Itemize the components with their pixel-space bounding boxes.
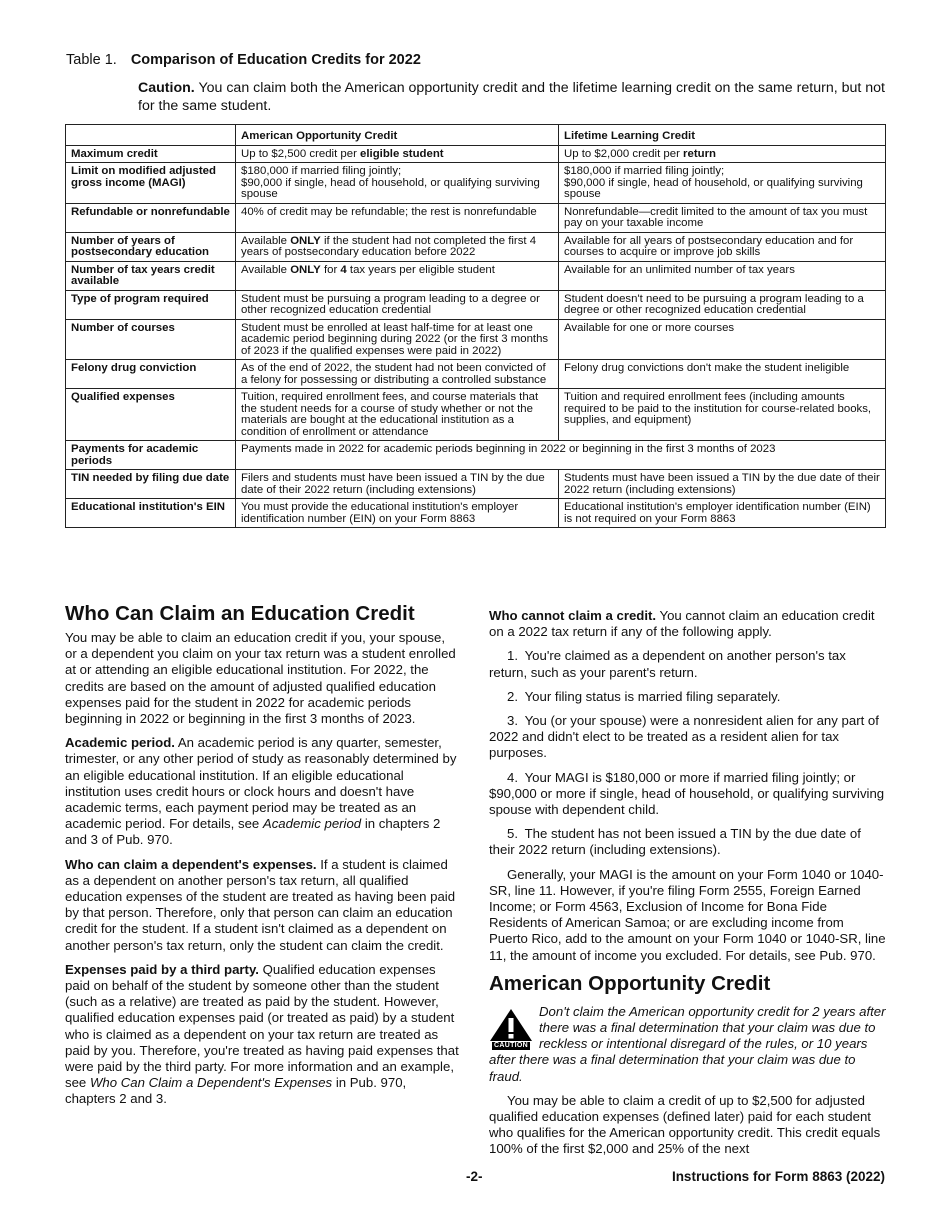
cell-llc: Educational institution's employer identification number (EIN) is not required on your Form 8863 (559, 499, 886, 528)
cell-text: Available (241, 263, 291, 276)
list-item: 3. You (or your spouse) were a nonresident alien for any part of 2022 and didn't elect to be treated as a resident alien for tax purposes. (489, 713, 879, 761)
table-heading: Comparison of Education Credits for 2022 (130, 52, 421, 68)
cell-bold: ONLY (290, 234, 321, 247)
page-number: -2- (466, 1169, 483, 1184)
paragraph-text: If a student is claimed as a dependent on another person's tax return, all qualified education expenses of the student are treated as having been paid by that person. Therefore, only that person can claim an education credit for the student. If a student isn't claimed as a dependent on another person's tax return, only the student can claim the credit. (65, 856, 456, 953)
paragraph-text: Qualified education expenses paid on behalf of the student by someone other than the student (such as a relative) are treated as paid by the student. However, qualified education expenses paid (or treated as paid) by a student who is claimed as a dependent on your tax return are treated as paid by you. Therefore, you're treated as having paid expenses that were paid by the third party. For more information and an example, see (65, 961, 459, 1091)
caution-body: You can claim both the American opportunity credit and the lifetime learning credit on the same return, but not for the same student. (138, 80, 885, 114)
warning-triangle-icon (489, 1008, 533, 1042)
cell-llc: Available for one or more courses (559, 319, 886, 360)
cell-llc (559, 163, 886, 204)
caution-note (489, 1004, 886, 1085)
cell-llc: Student doesn't need to be pursuing a program leading to a degree or other recognized education credential (559, 290, 886, 319)
paragraph-text: You cannot claim an education credit on a 2022 tax return if any of the following apply. (489, 608, 875, 640)
cell-aoc: Student must be enrolled at least half-time for at least one academic period beginning during 2022 (or the first 3 months of 2023 if the qualified expenses were paid in 2022) (236, 319, 559, 360)
cell-bold: return (683, 147, 716, 160)
cell-llc (559, 145, 886, 163)
row-label: Number of years of postsecondary education (66, 232, 236, 261)
row-label: Limit on modified adjusted gross income (MAGI) (66, 163, 236, 204)
run-in-heading: Who cannot claim a credit. (489, 608, 657, 623)
cell-bold: ONLY (290, 263, 321, 276)
table-row (66, 232, 886, 261)
paragraph-text: in Pub. 970, chapters 2 and 3. (65, 1075, 407, 1107)
reference-italic: Academic period (262, 816, 362, 832)
cell-llc: Felony drug convictions don't make the student ineligible (559, 360, 886, 389)
paragraph: You may be able to claim a credit of up to $2,500 for adjusted qualified education expenses (defined later) paid for each student who qualifies for the American opportunity credit. This credit equals 100% of the first $2,000 and 25% of the next (489, 1092, 881, 1157)
comparison-table (65, 124, 886, 528)
row-label: Refundable or nonrefundable (66, 203, 236, 232)
caution-label: Caution. (138, 80, 195, 96)
row-label: TIN needed by filing due date (66, 470, 236, 499)
cell-aoc: Student must be pursuing a program leading to a degree or other recognized education credential (236, 290, 559, 319)
cell-line: $90,000 if single, head of household, or qualifying surviving spouse (241, 176, 540, 200)
cell-aoc: You must provide the educational institution's employer identification number (EIN) on your Form 8863 (236, 499, 559, 528)
cell-line: $180,000 if married filing jointly; (564, 165, 725, 177)
cell-text: for (320, 263, 341, 276)
cell-aoc: Tuition, required enrollment fees, and course materials that the student needs for a course of study whether or not the materials are bought at the educational institution as a condition of enrollment or attendance (236, 389, 559, 441)
cell-text: Up to $2,000 credit per (564, 147, 684, 160)
paragraph (65, 735, 460, 848)
cell-aoc (236, 145, 559, 163)
table-row (66, 290, 886, 319)
left-column (65, 602, 460, 1116)
cell-llc: Students must have been issued a TIN by the due date of their 2022 return (including extensions) (559, 470, 886, 499)
list-item: 1. You're claimed as a dependent on another person's tax return, such as your parent's return. (489, 648, 846, 680)
cell-text: Up to $2,500 credit per (241, 147, 361, 160)
cell-aoc (236, 163, 559, 204)
table-row (66, 389, 886, 441)
paragraph (65, 857, 460, 954)
cell-bold: 4 (340, 263, 347, 276)
cell-text: if the student had not completed the first 4 years of postsecondary education before 2022 (241, 234, 537, 258)
paragraph (65, 962, 460, 1108)
paragraph-text: An academic period is any quarter, semester, trimester, or any other period of study as reasonably determined by an eligible educational institution. If an eligible educational institution uses credit hours or clock hours and doesn't have academic terms, each payment period may be treated as an academic period. For details, see (65, 735, 457, 832)
section-heading: Who Can Claim an Education Credit (65, 602, 415, 625)
table-number: Table 1. (66, 52, 117, 68)
cell-both: Payments made in 2022 for academic periods beginning in 2022 or beginning in the first 3 months of 2023 (236, 441, 886, 470)
right-column (489, 608, 886, 1166)
table-header-row (66, 125, 886, 146)
cell-aoc: Filers and students must have been issued a TIN by the due date of their 2022 return (including extensions) (236, 470, 559, 499)
table-row (66, 441, 886, 470)
table-title (66, 52, 421, 68)
table-row (66, 203, 886, 232)
caution-icon-label: CAUTION (494, 1041, 528, 1049)
paragraph (489, 608, 886, 640)
row-label: Number of courses (66, 319, 236, 360)
table-row (66, 319, 886, 360)
header-blank (66, 125, 236, 146)
table-row (66, 499, 886, 528)
table-row (66, 163, 886, 204)
cell-text: tax years per eligible student (346, 263, 495, 276)
run-in-heading: Academic period. (65, 735, 175, 751)
row-label: Educational institution's EIN (66, 499, 236, 528)
cell-llc: Available for an unlimited number of tax years (559, 261, 886, 290)
row-label: Felony drug conviction (66, 360, 236, 389)
list-item: 5. The student has not been issued a TIN by the due date of their 2022 return (including extensions). (489, 826, 861, 858)
cell-aoc (236, 261, 559, 290)
table-caution (138, 79, 885, 115)
cell-aoc: 40% of credit may be refundable; the rest is nonrefundable (236, 203, 559, 232)
footer-reference: Instructions for Form 8863 (2022) (671, 1169, 885, 1184)
row-label: Type of program required (66, 290, 236, 319)
cell-llc: Nonrefundable—credit limited to the amount of tax you must pay on your taxable income (559, 203, 886, 232)
table-row (66, 470, 886, 499)
list-item: 4. Your MAGI is $180,000 or more if married filing jointly; or $90,000 or more if single, head of household, or qualifying surviving spouse with dependent child. (489, 769, 885, 818)
paragraph-text: in chapters 2 and 3 of Pub. 970. (65, 816, 441, 848)
table-row (66, 360, 886, 389)
cell-llc: Tuition and required enrollment fees (including amounts required to be paid to the institution for course-related books, supplies, and equipment) (559, 389, 886, 441)
reference-italic: Who Can Claim a Dependent's Expenses (89, 1075, 333, 1091)
cell-line: $90,000 if single, head of household, or qualifying surviving spouse (564, 176, 863, 200)
table-row (66, 261, 886, 290)
caution-icon (489, 1008, 533, 1050)
run-in-heading: Who can claim a dependent's expenses. (65, 856, 317, 872)
header-lifetime-learning: Lifetime Learning Credit (559, 125, 886, 146)
row-label: Number of tax years credit available (66, 261, 236, 290)
row-label: Payments for academic periods (66, 441, 236, 470)
caution-note-text: Don't claim the American opportunity credit for 2 years after there was a final determination that your claim was due to reckless or intentional disregard of the rules, or 10 years after there was a final determination that your claim was due to fraud. (489, 1003, 886, 1084)
header-american-opportunity: American Opportunity Credit (236, 125, 559, 146)
cell-aoc: As of the end of 2022, the student had not been convicted of a felony for possessing or distributing a controlled substance (236, 360, 559, 389)
section-heading: American Opportunity Credit (489, 971, 771, 995)
cell-aoc (236, 232, 559, 261)
paragraph: You may be able to claim an education credit if you, your spouse, or a dependent you claim on your tax return was a student enrolled at or attending an eligible educational institution. For 2022, the credits are based on the amount of adjusted qualified education expenses paid for the student in 2022 for academic periods beginning in 2022 or beginning in the first 3 months of 2023. (65, 630, 456, 727)
table-row (66, 145, 886, 163)
cell-bold: eligible student (360, 147, 444, 160)
row-label: Maximum credit (66, 145, 236, 163)
cell-text: Available (241, 234, 291, 247)
run-in-heading: Expenses paid by a third party. (65, 961, 259, 977)
list-item: 2. Your filing status is married filing separately. (507, 688, 781, 704)
cell-llc: Available for all years of postsecondary education and for courses to acquire or improve job skills (559, 232, 886, 261)
row-label: Qualified expenses (66, 389, 236, 441)
cell-line: $180,000 if married filing jointly; (241, 165, 402, 177)
paragraph: Generally, your MAGI is the amount on your Form 1040 or 1040-SR, line 11. However, if you're filing Form 2555, Foreign Earned Income; or Form 4563, Exclusion of Income for Bona Fide Residents of American Samoa; or are excluding income from Puerto Rico, add to the amount on your Form 1040 or 1040-SR, line 11, the amount of income you excluded. For details, see Pub. 970. (489, 866, 886, 963)
